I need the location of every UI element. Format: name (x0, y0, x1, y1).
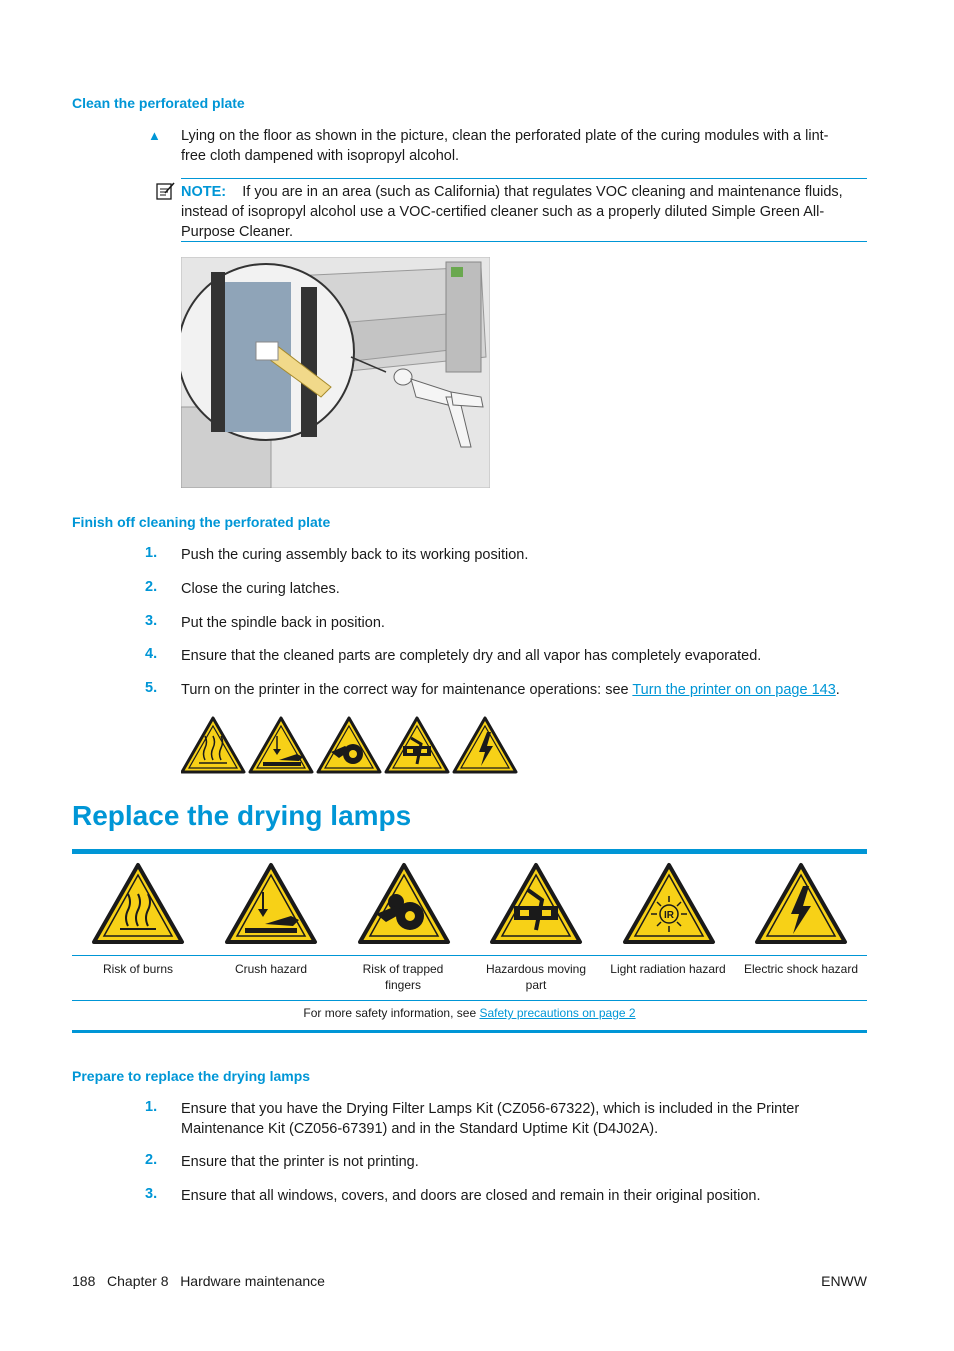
hazard-label-trapped-fingers (338, 961, 468, 993)
note-line3: Purpose Cleaner. (181, 224, 294, 240)
light-radiation-icon (625, 865, 713, 942)
step-number: 1. (145, 1099, 158, 1115)
chapter-title: Hardware maintenance (180, 1273, 325, 1289)
page-footer-right: ENWW (821, 1273, 867, 1289)
hazard-label-light-radiation (603, 961, 733, 977)
step-number: 5. (145, 680, 158, 696)
electric-shock-icon (757, 865, 845, 942)
hazard-label-moving-part (471, 961, 601, 993)
hazard-label-line: Light radiation hazard (610, 962, 726, 976)
section-heading-prepare: Prepare to replace the drying lamps (72, 1068, 311, 1084)
step-number: 3. (145, 1186, 158, 1202)
hazard-label-crush (206, 961, 336, 977)
electric-shock-icon (454, 718, 516, 772)
hazard-label-line: Hazardous moving (485, 962, 587, 976)
note-line1: If you are in an area (such as California) that regulates VOC cleaning and maintenance fluids, (242, 184, 843, 200)
safety-note-text: For more safety information, see (303, 1006, 480, 1020)
hazard-label-line: Risk of trapped (362, 962, 444, 976)
section-heading-clean-plate: Clean the perforated plate (72, 95, 245, 111)
step-text-prefix: Turn on the printer in the correct way for maintenance operations: see (181, 682, 633, 698)
page-number: 188 (72, 1273, 96, 1289)
safety-note (72, 1006, 867, 1020)
step-text: Put the spindle back in position. (181, 615, 385, 631)
chapter-label: Chapter 8 (107, 1273, 169, 1289)
bullet-text-line2: free cloth dampened with isopropyl alcohol. (181, 148, 460, 164)
table-divider (72, 955, 867, 956)
step-text: Ensure that the cleaned parts are completely dry and all vapor has completely evaporated. (181, 648, 762, 664)
bullet-triangle-icon: ▲ (148, 128, 161, 143)
step-number: 1. (145, 545, 158, 561)
crush-hazard-icon (250, 718, 312, 772)
bullet-text-line1: Lying on the floor as shown in the picture, clean the perforated plate of the curing modules with a lint- (181, 128, 829, 144)
hazard-label-line: Crush hazard (234, 962, 308, 976)
step-text (181, 680, 840, 700)
trapped-fingers-icon (360, 865, 448, 942)
hazard-label-line: fingers (384, 978, 422, 992)
note-icon (156, 181, 176, 206)
hazard-icons-row (181, 716, 521, 774)
page-title: Replace the drying lamps (72, 800, 412, 831)
note-content (181, 182, 871, 242)
ir-label: IR (664, 910, 674, 921)
safety-precautions-link[interactable]: Safety precautions on page 2 (479, 1006, 636, 1020)
note-label: NOTE: (181, 184, 227, 200)
moving-part-icon (386, 718, 448, 772)
step-text-line: Maintenance Kit (CZ056-67391) and in the Standard Uptime Kit (D4J02A). (181, 1121, 659, 1137)
hazard-label-line: Risk of burns (102, 962, 174, 976)
burn-hazard-icon (94, 865, 182, 942)
step-text-suffix: . (835, 682, 840, 698)
step-number: 2. (145, 1152, 158, 1168)
step-number: 4. (145, 646, 158, 662)
hazard-label-electric-shock (736, 961, 866, 977)
turn-printer-on-link[interactable]: Turn the printer on on page 143 (632, 682, 836, 698)
hazard-label-burns (73, 961, 203, 977)
step-number: 2. (145, 579, 158, 595)
hazard-label-line: Electric shock hazard (743, 962, 859, 976)
step-text (181, 1099, 871, 1139)
section-heading-finish-cleaning: Finish off cleaning the perforated plate (72, 514, 331, 530)
step-text: Close the curing latches. (181, 581, 340, 597)
burn-hazard-icon (182, 718, 244, 772)
hazard-icons-large (92, 862, 852, 946)
trapped-fingers-icon (318, 718, 380, 772)
crush-hazard-icon (227, 865, 315, 942)
printer-cleaning-illustration (181, 257, 490, 488)
hazard-label-line: part (525, 978, 547, 992)
step-text: Ensure that the printer is not printing. (181, 1154, 419, 1170)
step-text: Ensure that all windows, covers, and doors are closed and remain in their original position. (181, 1188, 761, 1204)
step-number: 3. (145, 613, 158, 629)
note-line2: instead of isopropyl alcohol use a VOC-certified cleaner such as a properly diluted Simple Green All- (181, 204, 825, 220)
moving-part-icon (492, 865, 580, 942)
page-footer-left (72, 1273, 325, 1289)
step-text: Push the curing assembly back to its working position. (181, 547, 529, 563)
bullet-text (181, 126, 871, 166)
table-divider (72, 1000, 867, 1001)
step-text-line: Ensure that you have the Drying Filter Lamps Kit (CZ056-67322), which is included in the Printer (181, 1101, 800, 1117)
